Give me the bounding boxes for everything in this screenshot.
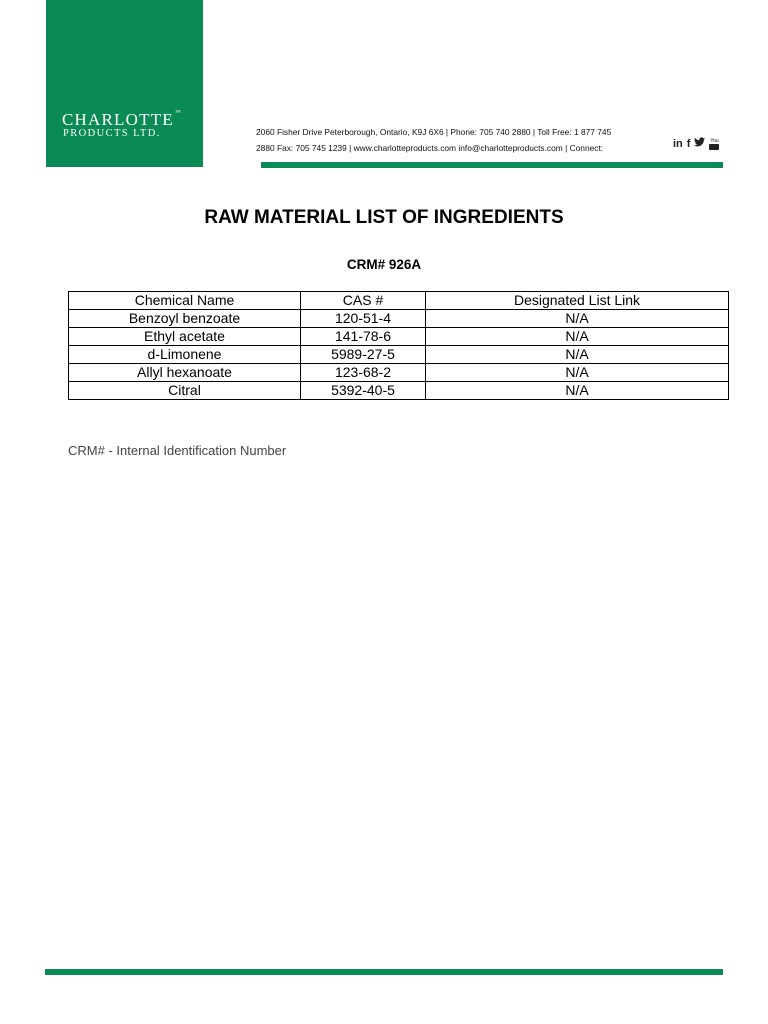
- list-link-cell: N/A: [426, 346, 729, 364]
- header-chemical-name: Chemical Name: [69, 292, 301, 310]
- table-row: [69, 328, 729, 346]
- facebook-icon[interactable]: f: [686, 138, 691, 150]
- brand-subtitle: PRODUCTS LTD.: [63, 128, 161, 139]
- list-link-cell: N/A: [426, 328, 729, 346]
- brand-name: CHARLOTTE™: [62, 110, 182, 129]
- ingredients-table: [68, 291, 729, 400]
- youtube-icon[interactable]: [709, 138, 719, 150]
- header-designated-list-link: Designated List Link: [426, 292, 729, 310]
- chemical-name-cell: Ethyl acetate: [69, 328, 301, 346]
- footer-rule: [45, 969, 723, 975]
- table-row: [69, 346, 729, 364]
- contact-line-2: 2880 Fax: 705 745 1239 | www.charlotteproducts.com info@charlotteproducts.com | Connect:: [256, 143, 604, 153]
- chemical-name-cell: d-Limonene: [69, 346, 301, 364]
- list-link-cell: N/A: [426, 382, 729, 400]
- footnote: CRM# - Internal Identification Number: [68, 443, 287, 458]
- table-row: [69, 310, 729, 328]
- trademark-mark: ™: [174, 110, 182, 116]
- logo-block: [46, 0, 203, 167]
- cas-number-cell: 120-51-4: [301, 310, 426, 328]
- list-link-cell: N/A: [426, 310, 729, 328]
- chemical-name-cell: Allyl hexanoate: [69, 364, 301, 382]
- table-row: [69, 382, 729, 400]
- social-links: [673, 137, 719, 151]
- header-rule: [261, 162, 723, 168]
- list-link-cell: N/A: [426, 364, 729, 382]
- cas-number-cell: 123-68-2: [301, 364, 426, 382]
- chemical-name-cell: Citral: [69, 382, 301, 400]
- youtube-label: You: [710, 138, 719, 144]
- chemical-name-cell: Benzoyl benzoate: [69, 310, 301, 328]
- table-row: [69, 364, 729, 382]
- cas-number-cell: 141-78-6: [301, 328, 426, 346]
- table-header-row: [69, 292, 729, 310]
- header-cas-number: CAS #: [301, 292, 426, 310]
- linkedin-icon[interactable]: in: [673, 138, 683, 150]
- document-title: RAW MATERIAL LIST OF INGREDIENTS: [204, 207, 564, 228]
- contact-info: [256, 124, 656, 156]
- youtube-tube-shape: [709, 144, 719, 150]
- cas-number-cell: 5392-40-5: [301, 382, 426, 400]
- contact-line-1: 2060 Fisher Drive Peterborough, Ontario, K9J 6X6 | Phone: 705 740 2880 | Toll Free: 1 877 745: [256, 127, 612, 137]
- cas-number-cell: 5989-27-5: [301, 346, 426, 364]
- twitter-icon[interactable]: [694, 137, 705, 151]
- crm-number: CRM# 926A: [346, 257, 422, 272]
